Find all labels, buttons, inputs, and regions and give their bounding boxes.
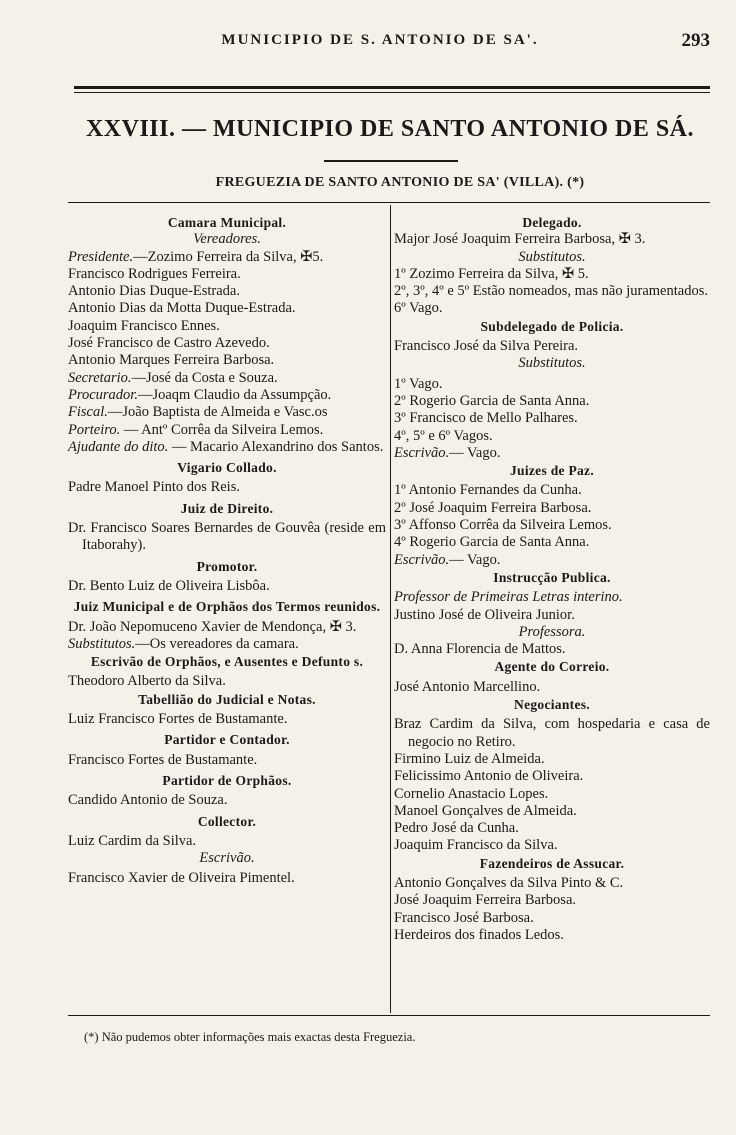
role-label: Escrivão. bbox=[394, 444, 450, 461]
section-heading: Juiz Municipal e de Orphãos dos Termos reunidos. bbox=[73, 599, 381, 615]
entry: Justino José de Oliveira Junior. bbox=[394, 606, 575, 623]
subheading: Professor de Primeiras Letras interino. bbox=[394, 589, 623, 606]
section-heading: Collector. bbox=[197, 813, 257, 829]
entry: 1º Zozimo Ferreira da Silva, ✠ 5. bbox=[394, 265, 589, 282]
entry: Francisco José Barbosa. bbox=[394, 909, 534, 926]
section-heading: Escrivão de Orphãos, e Ausentes e Defunto s. bbox=[90, 654, 364, 670]
column-divider bbox=[390, 205, 391, 1013]
section-heading: Juizes de Paz. bbox=[509, 463, 595, 479]
entry: 4º Rogerio Garcia de Santa Anna. bbox=[394, 534, 590, 551]
entry: Dr. João Nepomuceno Xavier de Mendonça, ✠ 3. bbox=[68, 618, 357, 635]
entry: Dr. Francisco Soares Bernardes de Gouvêa (reside em Itaborahy). bbox=[68, 520, 386, 554]
role-label: Presidente. bbox=[68, 248, 134, 265]
entry: Francisco Fortes de Bustamante. bbox=[68, 751, 258, 768]
entry: Antonio Dias da Motta Duque-Estrada. bbox=[68, 300, 296, 317]
entry: José Joaquim Ferreira Barbosa. bbox=[394, 892, 577, 909]
section-heading: Delegado. bbox=[522, 215, 582, 230]
entry bbox=[68, 636, 386, 653]
role-label: Escrivão. bbox=[394, 551, 450, 568]
entry: Felicissimo Antonio de Oliveira. bbox=[394, 768, 584, 785]
role-label: Procurador. bbox=[68, 386, 138, 403]
entry: José Antonio Marcellino. bbox=[394, 678, 541, 695]
subheading: Substitutos. bbox=[518, 248, 586, 265]
entry-text: —Os vereadores da camara. bbox=[135, 635, 299, 652]
entry: 3º Francisco de Mello Palhares. bbox=[394, 410, 578, 427]
entry: 1º Antonio Fernandes da Cunha. bbox=[394, 482, 582, 499]
entry: Candido Antonio de Souza. bbox=[68, 792, 228, 809]
subheading: Substitutos. bbox=[518, 355, 586, 372]
role-label: Ajudante do dito. bbox=[68, 438, 169, 455]
entry bbox=[68, 387, 386, 404]
entry bbox=[68, 422, 386, 439]
section-heading: Instrucção Publica. bbox=[493, 569, 611, 585]
entry: Luiz Cardim da Silva. bbox=[68, 832, 197, 849]
entry: Manoel Gonçalves de Almeida. bbox=[394, 802, 577, 819]
subheading: Escrivão. bbox=[199, 850, 255, 867]
entry bbox=[68, 439, 386, 456]
entry-text: —Zozimo Ferreira da Silva, ✠5. bbox=[133, 248, 324, 265]
role-label: Fiscal. bbox=[68, 404, 108, 421]
subheading: Professora. bbox=[518, 623, 586, 640]
section-heading: Camara Municipal. bbox=[167, 215, 287, 230]
section-heading: Partidor e Contador. bbox=[164, 732, 290, 748]
entry: 2º José Joaquim Ferreira Barbosa. bbox=[394, 499, 592, 516]
entry-text: — Antº Corrêa da Silveira Lemos. bbox=[120, 421, 324, 438]
section-heading: Fazendeiros de Assucar. bbox=[479, 855, 625, 871]
title-rule bbox=[324, 160, 458, 162]
entry bbox=[68, 249, 386, 266]
entry: 6º Vago. bbox=[394, 300, 443, 317]
entry: 4º, 5º e 6º Vagos. bbox=[394, 427, 493, 444]
entry: 2º, 3º, 4º e 5º Estão nomeados, mas não juramentados. bbox=[394, 283, 708, 300]
entry: Padre Manoel Pinto dos Reis. bbox=[68, 479, 240, 496]
entry: Braz Cardim da Silva, com hospedaria e casa de negocio no Retiro. bbox=[394, 716, 710, 750]
section-heading: Negociantes. bbox=[514, 697, 590, 713]
entry: Pedro José da Cunha. bbox=[394, 820, 519, 837]
entry: Joaquim Francisco Ennes. bbox=[68, 317, 220, 334]
header-rule-thin bbox=[74, 92, 710, 93]
entry: Theodoro Alberto da Silva. bbox=[68, 673, 226, 690]
entry bbox=[68, 404, 386, 421]
entry-text: — Vago. bbox=[449, 444, 501, 461]
entry-text: — Vago. bbox=[449, 551, 501, 568]
entry: Herdeiros dos finados Ledos. bbox=[394, 926, 564, 943]
entry: Joaquim Francisco da Silva. bbox=[394, 837, 558, 854]
entry bbox=[394, 445, 710, 462]
role-label: Secretario. bbox=[68, 369, 132, 386]
entry: Luiz Francisco Fortes de Bustamante. bbox=[68, 711, 288, 728]
table-bottom-rule bbox=[68, 1015, 710, 1016]
header-rule-thick bbox=[74, 86, 710, 89]
role-label: Porteiro. bbox=[68, 421, 121, 438]
section-heading: Agente do Correio. bbox=[494, 659, 610, 675]
section-heading: Subdelegado de Policia. bbox=[480, 318, 624, 334]
section-heading: Tabellião do Judicial e Notas. bbox=[138, 691, 316, 707]
entry: Antonio Gonçalves da Silva Pinto & C. bbox=[394, 874, 624, 891]
entry: Antonio Dias Duque-Estrada. bbox=[68, 283, 240, 300]
entry: 3º Affonso Corrêa da Silveira Lemos. bbox=[394, 517, 612, 534]
entry-text: — Macario Alexandrino dos Santos. bbox=[168, 438, 384, 455]
entry: Major José Joaquim Ferreira Barbosa, ✠ 3. bbox=[394, 231, 646, 248]
entry: 1º Vago. bbox=[394, 375, 443, 392]
subheading: Vereadores. bbox=[193, 231, 261, 248]
entry bbox=[394, 552, 710, 569]
left-column bbox=[68, 214, 386, 888]
entry-text: —João Baptista de Almeida e Vasc.os bbox=[107, 404, 328, 421]
page-number: 293 bbox=[681, 30, 710, 51]
section-heading: Juiz de Direito. bbox=[180, 500, 274, 516]
entry bbox=[68, 370, 386, 387]
entry: Francisco Xavier de Oliveira Pimentel. bbox=[68, 870, 295, 887]
entry-text: —Joaqm Claudio da Assumpção. bbox=[137, 386, 332, 403]
entry: José Francisco de Castro Azevedo. bbox=[68, 335, 270, 352]
entry: D. Anna Florencia de Mattos. bbox=[394, 641, 566, 658]
entry: Dr. Bento Luiz de Oliveira Lisbôa. bbox=[68, 577, 270, 594]
entry: 2º Rogerio Garcia de Santa Anna. bbox=[394, 392, 590, 409]
running-header: MUNICIPIO DE S. ANTONIO DE SA'. bbox=[221, 32, 539, 48]
entry: Cornelio Anastacio Lopes. bbox=[394, 785, 549, 802]
footnote: (*) Não pudemos obter informações mais exactas desta Freguezia. bbox=[84, 1030, 416, 1044]
section-heading: Promotor. bbox=[196, 558, 258, 574]
table-top-rule bbox=[68, 202, 710, 203]
role-label: Substitutos. bbox=[68, 635, 136, 652]
section-heading: Vigario Collado. bbox=[177, 460, 277, 476]
entry: Firmino Luiz de Almeida. bbox=[394, 750, 545, 767]
chapter-title: XXVIII. — MUNICIPIO DE SANTO ANTONIO DE SÁ. bbox=[85, 116, 695, 142]
entry: Francisco José da Silva Pereira. bbox=[394, 338, 579, 355]
freguezia-heading: FREGUEZIA DE SANTO ANTONIO DE SA' (VILLA). (*) bbox=[215, 175, 585, 190]
entry: Antonio Marques Ferreira Barbosa. bbox=[68, 352, 275, 369]
section-heading: Partidor de Orphãos. bbox=[162, 772, 292, 788]
entry: Francisco Rodrigues Ferreira. bbox=[68, 265, 241, 282]
entry-text: —José da Costa e Souza. bbox=[131, 369, 278, 386]
right-column bbox=[394, 214, 710, 944]
